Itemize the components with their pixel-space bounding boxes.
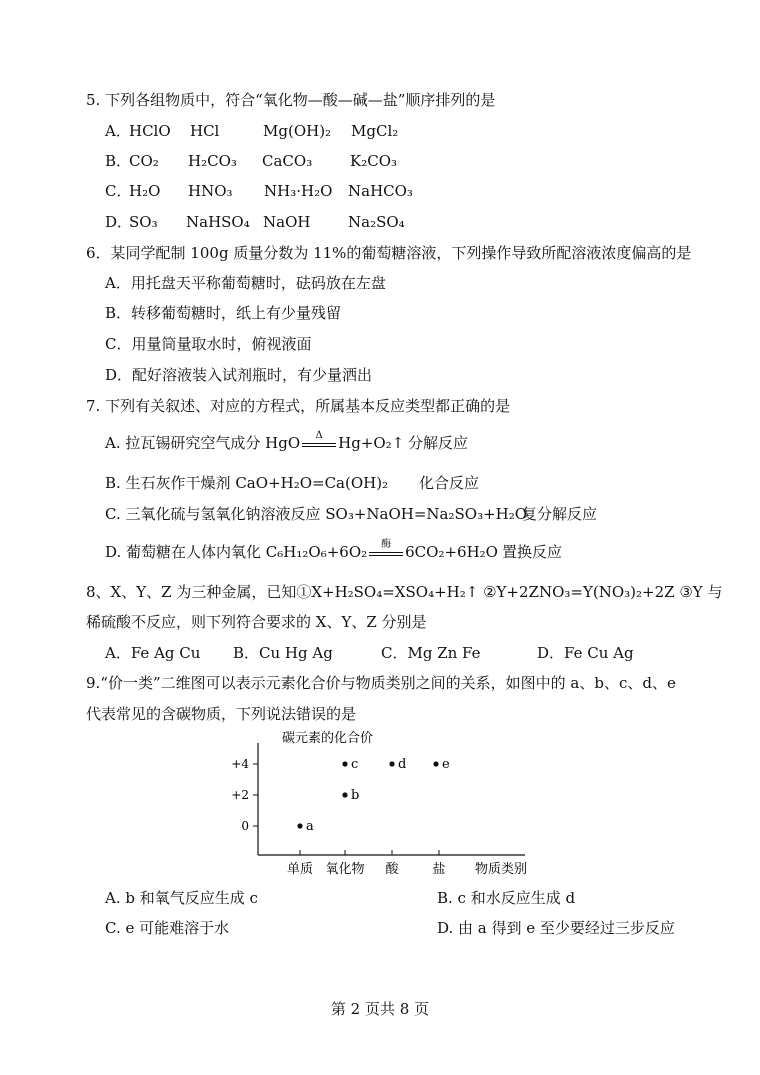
q8-option-d: D．Fe Cu Ag [537,644,634,662]
x-tick-label: 氧化物 [325,862,365,877]
point-label-c: c [351,757,359,772]
x-tick-label: 酸 [385,862,399,877]
q8-option-c: C．Mg Zn Fe [381,644,481,662]
reaction-condition-arrow: Δ [302,435,336,449]
q6-option-c: C．用量筒量取水时，俯视液面 [105,335,312,353]
q6-stem: 6．某同学配制 100g 质量分数为 11%的葡萄糖溶液，下列操作导致所配溶液浓度偏高的是 [86,244,692,262]
q9-stem-line2: 代表常见的含碳物质，下列说法错误的是 [86,705,357,723]
point-b [342,792,347,797]
q6-option-d: D．配好溶液装入试剂瓶时，有少量洒出 [105,366,373,384]
x-ticks [287,850,446,877]
q9-option-a: A. b 和氧气反应生成 c [105,889,258,907]
point-label-a: a [306,819,314,834]
q7-option-b: B. 生石灰作干燥剂 CaO+H₂O=Ca(OH)₂ 化合反应 [105,474,480,492]
point-a [297,823,302,828]
y-tick-label: 0 [241,819,249,833]
point-e [433,761,438,766]
point-label-b: b [351,788,360,803]
reaction-type: 化合反应 [419,474,480,492]
q7-option-d: D. 葡萄糖在人体内氧化 C₆H₁₂O₆+6O₂ 酶 6CO₂+6H₂O 置换反应 [105,539,563,561]
x-tick-label: 盐 [432,862,446,877]
data-points [297,757,450,834]
point-label-e: e [442,757,450,772]
point-d [389,761,394,766]
q8-option-a: A．Fe Ag Cu [105,644,201,662]
y-ticks [231,757,258,833]
y-tick-label: +4 [231,757,249,771]
valence-class-chart [225,725,545,880]
reaction-type: 分解反应 [408,434,469,452]
q9-option-c: C. e 可能难溶于水 [105,919,230,937]
q7-stem: 7. 下列有关叙述、对应的方程式，所属基本反应类型都正确的是 [86,397,511,415]
reaction-type: 置换反应 [502,543,563,561]
point-c [342,761,347,766]
q7-option-a: A. 拉瓦锡研究空气成分 HgO Δ Hg+O₂↑ 分解反应 [105,430,469,452]
q8-stem-line1: 8、X、Y、Z 为三种金属，已知①X+H₂SO₄=XSO₄+H₂↑ ②Y+2ZNO₃=Y(NO₃)₂+2Z ③Y 与 [86,583,723,601]
q7-option-c: C. 三氧化硫与氢氧化钠溶液反应 SO₃+NaOH=Na₂SO₃+H₂O 复分解反应 [105,505,598,523]
point-label-d: d [398,757,407,772]
q9-option-b: B. c 和水反应生成 d [437,889,576,907]
y-tick-label: +2 [231,788,249,802]
q9-option-d: D. 由 a 得到 e 至少要经过三步反应 [437,919,675,937]
x-axis-label: 物质类别 [475,862,528,877]
reaction-type: 复分解反应 [522,505,598,523]
q5-stem: 5. 下列各组物质中，符合“氧化物—酸—碱—盐”顺序排列的是 [86,91,496,109]
x-tick-label: 单质 [286,862,314,877]
q6-option-a: A．用托盘天平称葡萄糖时，砝码放在左盘 [105,274,386,292]
page-footer: 第 2 页共 8 页 [330,1000,430,1018]
reaction-condition-arrow: 酶 [369,544,403,558]
q6-option-b: B．转移葡萄糖时，纸上有少量残留 [105,304,342,322]
q8-option-b: B．Cu Hg Ag [233,644,333,662]
q9-stem-line1: 9.“价一类”二维图可以表示元素化合价与物质类别之间的关系，如图中的 a、b、c、d、e [86,674,676,692]
y-axis-label: 碳元素的化合价 [282,731,374,746]
q8-stem-line2: 稀硫酸不反应，则下列符合要求的 X、Y、Z 分别是 [86,613,427,631]
